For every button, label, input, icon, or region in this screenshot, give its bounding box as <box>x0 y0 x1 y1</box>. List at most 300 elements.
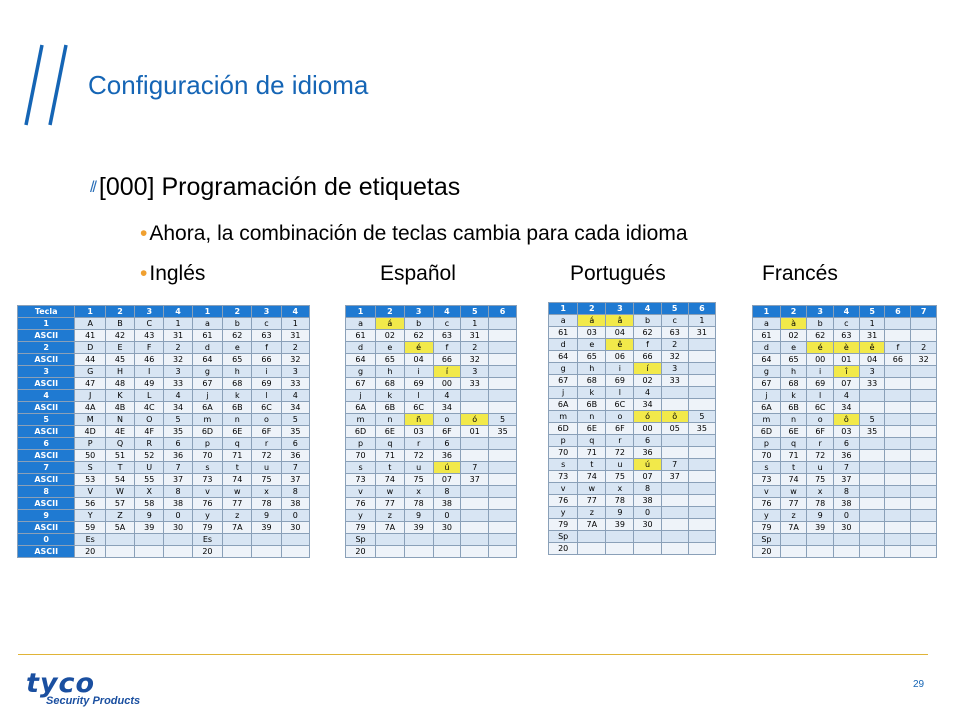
table-row <box>549 543 716 555</box>
table-cell: 0 <box>634 507 661 519</box>
row-label-cell: ASCII <box>18 522 75 534</box>
table-row <box>18 498 310 510</box>
table-row <box>346 366 517 378</box>
table-cell <box>885 330 911 342</box>
table-cell: z <box>223 510 252 522</box>
table-cell: 78 <box>404 498 433 510</box>
table-cell: 65 <box>578 351 606 363</box>
table-cell: 71 <box>578 447 606 459</box>
table-cell: 05 <box>661 423 688 435</box>
table-cell: n <box>223 414 252 426</box>
row-label-cell: ASCII <box>18 330 75 342</box>
table-cell: 6D <box>549 423 578 435</box>
row-label-cell: ASCII <box>18 402 75 414</box>
table-row <box>346 486 517 498</box>
table-cell: t <box>376 462 405 474</box>
table-cell <box>661 435 688 447</box>
table-cell <box>911 390 937 402</box>
table-cell <box>885 522 911 534</box>
table-cell: i <box>252 366 281 378</box>
table-cell: 30 <box>433 522 461 534</box>
table-cell: t <box>223 462 252 474</box>
table-cell <box>606 531 634 543</box>
table-cell: é <box>404 342 433 354</box>
table-row <box>549 471 716 483</box>
table-cell: 3 <box>661 363 688 375</box>
table-cell: V <box>75 486 106 498</box>
table-cell: 38 <box>164 498 192 510</box>
table-cell: 6C <box>252 402 281 414</box>
table-cell: 67 <box>192 378 223 390</box>
row-label-cell: 4 <box>18 390 75 402</box>
table-cell: 5 <box>859 414 885 426</box>
table-cell: 69 <box>606 375 634 387</box>
table-cell: 9 <box>807 510 834 522</box>
table-cell <box>885 534 911 546</box>
table-row <box>549 507 716 519</box>
table-cell: 5 <box>489 414 517 426</box>
table-cell: e <box>578 339 606 351</box>
table-cell: 1 <box>859 318 885 330</box>
table-cell <box>859 522 885 534</box>
table-cell <box>911 486 937 498</box>
table-cell: 6C <box>404 402 433 414</box>
table-cell: 02 <box>376 330 405 342</box>
table-cell: 8 <box>634 483 661 495</box>
table-cell <box>376 546 405 558</box>
table-cell: Es <box>192 534 223 546</box>
table-row <box>753 414 937 426</box>
table-cell: 70 <box>192 450 223 462</box>
table-cell <box>164 546 192 558</box>
header-cell: 6 <box>885 306 911 318</box>
table-cell <box>859 438 885 450</box>
table-cell: í <box>433 366 461 378</box>
table-row <box>549 531 716 543</box>
table-cell: 79 <box>753 522 781 534</box>
table-cell: l <box>404 390 433 402</box>
table-cell: 79 <box>346 522 376 534</box>
table-cell: 07 <box>634 471 661 483</box>
table-cell <box>859 450 885 462</box>
table-cell: a <box>753 318 781 330</box>
table-cell: D <box>75 342 106 354</box>
table-row <box>18 366 310 378</box>
table-cell: 38 <box>634 495 661 507</box>
table-cell: é <box>807 342 834 354</box>
table-row <box>346 534 517 546</box>
table-cell: 76 <box>192 498 223 510</box>
table-cell: s <box>192 462 223 474</box>
table-cell: 7 <box>281 462 309 474</box>
table-cell: 6 <box>834 438 860 450</box>
table-cell: g <box>549 363 578 375</box>
table-cell: 61 <box>549 327 578 339</box>
table-cell <box>661 483 688 495</box>
table-row <box>549 495 716 507</box>
table-cell: i <box>606 363 634 375</box>
table-cell: j <box>346 390 376 402</box>
table-cell: 8 <box>433 486 461 498</box>
table-cell: 71 <box>376 450 405 462</box>
table-cell: 63 <box>252 330 281 342</box>
table-cell: 00 <box>433 378 461 390</box>
table-row <box>753 522 937 534</box>
table-cell <box>489 438 517 450</box>
table-row <box>346 474 517 486</box>
table-cell: 33 <box>164 378 192 390</box>
table-cell: 7 <box>164 462 192 474</box>
table-cell: 35 <box>688 423 715 435</box>
table-cell: A <box>75 318 106 330</box>
table-cell: 07 <box>834 378 860 390</box>
table-cell: w <box>578 483 606 495</box>
table-cell: 07 <box>433 474 461 486</box>
table-cell: 30 <box>634 519 661 531</box>
table-cell <box>252 546 281 558</box>
table-cell: 36 <box>834 450 860 462</box>
table-cell <box>859 390 885 402</box>
table-row <box>346 390 517 402</box>
table-cell <box>911 546 937 558</box>
table-cell: 30 <box>164 522 192 534</box>
table-cell <box>489 342 517 354</box>
table-cell: m <box>549 411 578 423</box>
table-cell <box>834 534 860 546</box>
table-cell: p <box>346 438 376 450</box>
table-cell: 37 <box>164 474 192 486</box>
table-cell <box>489 354 517 366</box>
table-cell: v <box>346 486 376 498</box>
table-row <box>549 375 716 387</box>
table-row <box>346 438 517 450</box>
table-row <box>549 387 716 399</box>
table-cell: ú <box>433 462 461 474</box>
keymap-table-french <box>752 305 937 558</box>
table-cell: ú <box>634 459 661 471</box>
table-cell: 5 <box>688 411 715 423</box>
table-cell: 34 <box>634 399 661 411</box>
table-cell: 70 <box>549 447 578 459</box>
table-cell: 76 <box>549 495 578 507</box>
table-cell: 43 <box>135 330 164 342</box>
table-cell: 6A <box>753 402 781 414</box>
table-cell <box>911 366 937 378</box>
table-cell: 74 <box>578 471 606 483</box>
table-cell <box>489 366 517 378</box>
table-cell: 6F <box>606 423 634 435</box>
table-cell: 53 <box>75 474 106 486</box>
table-cell: ô <box>661 411 688 423</box>
table-cell <box>461 438 489 450</box>
table-cell <box>634 531 661 543</box>
table-cell: 20 <box>549 543 578 555</box>
table-cell <box>461 450 489 462</box>
table-row <box>346 402 517 414</box>
table-cell: 6C <box>606 399 634 411</box>
table-cell <box>489 318 517 330</box>
table-cell: 4E <box>105 426 134 438</box>
table-cell: F <box>135 342 164 354</box>
section-heading-text: [000] Programación de etiquetas <box>98 173 461 201</box>
table-cell: 67 <box>346 378 376 390</box>
table-cell: a <box>549 315 578 327</box>
table-cell <box>885 546 911 558</box>
header-cell: 2 <box>578 303 606 315</box>
table-cell: 0 <box>281 510 309 522</box>
table-cell: 66 <box>885 354 911 366</box>
table-cell: Y <box>75 510 106 522</box>
table-cell: G <box>75 366 106 378</box>
table-cell <box>688 399 715 411</box>
keymap-table-english <box>17 305 310 558</box>
table-cell: 61 <box>192 330 223 342</box>
table-cell <box>634 543 661 555</box>
table-row <box>753 402 937 414</box>
table-cell: 75 <box>404 474 433 486</box>
table-row <box>753 354 937 366</box>
table-cell: p <box>753 438 781 450</box>
table-cell: 71 <box>223 450 252 462</box>
table-row <box>753 546 937 558</box>
keymap-table-portuguese <box>548 302 716 555</box>
table-cell: 6F <box>807 426 834 438</box>
table-cell: 4 <box>164 390 192 402</box>
table-cell: 3 <box>164 366 192 378</box>
table-cell: 66 <box>252 354 281 366</box>
table-cell <box>911 474 937 486</box>
table-row <box>18 426 310 438</box>
table-cell: f <box>433 342 461 354</box>
table-cell <box>489 450 517 462</box>
table-cell: 8 <box>164 486 192 498</box>
table-cell: 32 <box>461 354 489 366</box>
table-cell: v <box>549 483 578 495</box>
header-cell: 7 <box>911 306 937 318</box>
table-cell <box>859 486 885 498</box>
table-cell: è <box>834 342 860 354</box>
table-cell: 3 <box>461 366 489 378</box>
header-cell: 5 <box>461 306 489 318</box>
table-row <box>753 486 937 498</box>
table-cell: 32 <box>281 354 309 366</box>
table-cell <box>911 450 937 462</box>
row-label-cell: 7 <box>18 462 75 474</box>
table-cell: 70 <box>346 450 376 462</box>
bullet-item <box>140 222 688 246</box>
table-cell: x <box>404 486 433 498</box>
table-cell <box>859 510 885 522</box>
table-cell: 00 <box>807 354 834 366</box>
table-cell: 51 <box>105 450 134 462</box>
table-cell: 31 <box>461 330 489 342</box>
table-cell: z <box>578 507 606 519</box>
table-cell: 34 <box>281 402 309 414</box>
table-cell: 33 <box>859 378 885 390</box>
table-cell: r <box>404 438 433 450</box>
table-cell <box>688 387 715 399</box>
table-row <box>549 399 716 411</box>
table-cell: d <box>753 342 781 354</box>
table-cell <box>376 534 405 546</box>
table-cell <box>461 534 489 546</box>
table-cell: 7A <box>578 519 606 531</box>
table-cell: w <box>376 486 405 498</box>
table-cell: 6 <box>433 438 461 450</box>
table-row <box>18 318 310 330</box>
table-row <box>549 423 716 435</box>
table-cell: 38 <box>433 498 461 510</box>
table-cell <box>885 402 911 414</box>
table-cell: 70 <box>753 450 781 462</box>
table-cell: 36 <box>634 447 661 459</box>
table-cell: h <box>578 363 606 375</box>
table-cell: 1 <box>688 315 715 327</box>
table-row <box>753 474 937 486</box>
table-cell: z <box>780 510 807 522</box>
table-cell: s <box>753 462 781 474</box>
table-row <box>549 339 716 351</box>
table-row <box>18 330 310 342</box>
table-cell: 6B <box>376 402 405 414</box>
logo-brand: tyco <box>26 668 96 699</box>
table-row <box>18 534 310 546</box>
table-cell: s <box>346 462 376 474</box>
table-cell: 36 <box>164 450 192 462</box>
table-header-row <box>18 306 310 318</box>
table-row <box>753 330 937 342</box>
table-cell: 4 <box>834 390 860 402</box>
table-cell: m <box>346 414 376 426</box>
header-cell: 4 <box>433 306 461 318</box>
table-cell: 7A <box>780 522 807 534</box>
table-row <box>549 459 716 471</box>
table-cell <box>661 387 688 399</box>
company-logo <box>26 668 140 707</box>
table-cell <box>688 507 715 519</box>
table-cell <box>911 522 937 534</box>
table-cell: o <box>252 414 281 426</box>
table-cell: 02 <box>634 375 661 387</box>
table-cell: 50 <box>75 450 106 462</box>
header-cell: 1 <box>753 306 781 318</box>
table-cell: k <box>578 387 606 399</box>
table-cell: 73 <box>192 474 223 486</box>
row-label-cell: ASCII <box>18 498 75 510</box>
table-cell: 6E <box>376 426 405 438</box>
table-cell: l <box>252 390 281 402</box>
table-cell: 6C <box>807 402 834 414</box>
table-cell: 9 <box>606 507 634 519</box>
table-cell: 31 <box>688 327 715 339</box>
table-cell: 78 <box>606 495 634 507</box>
table-cell: 42 <box>105 330 134 342</box>
table-row <box>549 435 716 447</box>
table-cell: 32 <box>164 354 192 366</box>
table-cell: e <box>376 342 405 354</box>
row-label-cell: 5 <box>18 414 75 426</box>
table-cell: 75 <box>252 474 281 486</box>
table-cell: h <box>223 366 252 378</box>
table-row <box>549 327 716 339</box>
table-cell: x <box>606 483 634 495</box>
table-cell: 20 <box>753 546 781 558</box>
table-cell: 6D <box>346 426 376 438</box>
table-cell: 35 <box>281 426 309 438</box>
bullet-text: Ahora, la combinación de teclas cambia para cada idioma <box>149 222 688 245</box>
table-cell: 66 <box>433 354 461 366</box>
table-cell: 73 <box>753 474 781 486</box>
table-cell: 9 <box>404 510 433 522</box>
table-cell: m <box>753 414 781 426</box>
table-row <box>18 546 310 558</box>
table-cell: q <box>223 438 252 450</box>
table-cell: 7 <box>661 459 688 471</box>
table-cell: 67 <box>549 375 578 387</box>
table-cell <box>911 438 937 450</box>
header-cell: 3 <box>807 306 834 318</box>
table-cell: ó <box>634 411 661 423</box>
table-cell: 77 <box>223 498 252 510</box>
table-cell: c <box>433 318 461 330</box>
table-cell <box>807 534 834 546</box>
table-row <box>346 426 517 438</box>
table-cell <box>911 462 937 474</box>
table-cell: 66 <box>634 351 661 363</box>
header-cell: 4 <box>281 306 309 318</box>
table-cell <box>489 474 517 486</box>
row-label-cell: 9 <box>18 510 75 522</box>
table-cell: H <box>105 366 134 378</box>
table-cell: 45 <box>105 354 134 366</box>
table-cell: 48 <box>105 378 134 390</box>
table-cell <box>105 534 134 546</box>
table-cell: X <box>135 486 164 498</box>
table-cell <box>688 459 715 471</box>
table-row <box>18 414 310 426</box>
table-cell: 0 <box>433 510 461 522</box>
table-cell <box>688 483 715 495</box>
header-cell: 5 <box>859 306 885 318</box>
table-cell: 20 <box>346 546 376 558</box>
table-cell <box>489 462 517 474</box>
table-cell: 4B <box>105 402 134 414</box>
table-cell <box>911 414 937 426</box>
table-cell: o <box>807 414 834 426</box>
table-row <box>549 411 716 423</box>
table-cell: 75 <box>606 471 634 483</box>
table-cell: 1 <box>281 318 309 330</box>
table-cell: 6B <box>578 399 606 411</box>
table-cell: 72 <box>807 450 834 462</box>
table-cell: 9 <box>252 510 281 522</box>
table-cell <box>661 399 688 411</box>
table-row <box>346 342 517 354</box>
table-cell: 64 <box>192 354 223 366</box>
language-label-english: Inglés <box>149 262 206 285</box>
table-cell: c <box>834 318 860 330</box>
table-cell <box>859 402 885 414</box>
table-cell: 39 <box>606 519 634 531</box>
table-cell <box>489 378 517 390</box>
table-cell: 68 <box>376 378 405 390</box>
table-cell: 7 <box>834 462 860 474</box>
table-cell: 31 <box>281 330 309 342</box>
table-cell: Sp <box>346 534 376 546</box>
table-cell: 76 <box>346 498 376 510</box>
table-cell: x <box>807 486 834 498</box>
table-cell: 73 <box>346 474 376 486</box>
